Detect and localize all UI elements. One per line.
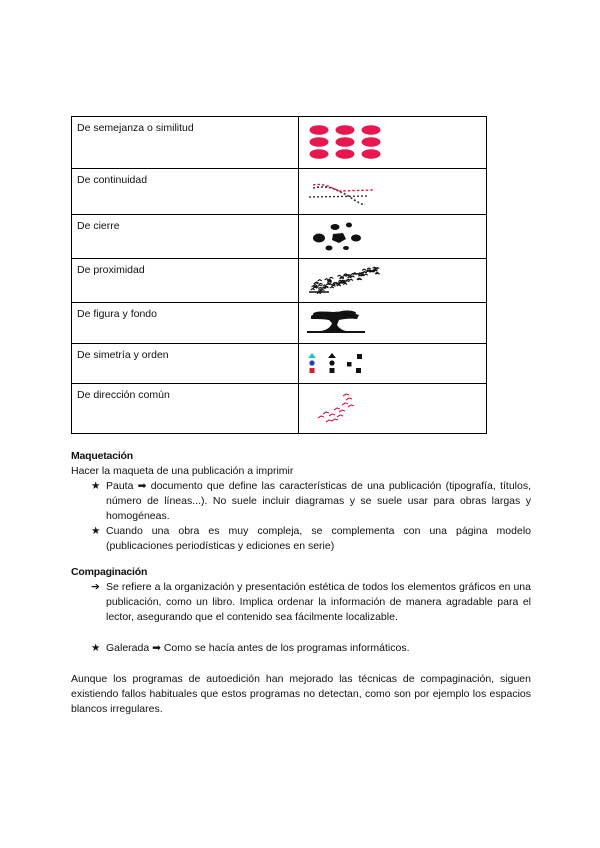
row-label: De dirección común <box>72 384 299 434</box>
list-item <box>71 524 531 554</box>
row-label: De cierre <box>72 215 299 259</box>
list-item <box>71 479 531 524</box>
table-row <box>72 344 487 384</box>
table-row <box>72 384 487 434</box>
continuity-lines-image <box>299 169 487 215</box>
star-bullet-icon: ★ <box>91 480 101 492</box>
list-item-text: Galerada ➡ Como se hacía antes de los programas informáticos. <box>106 642 410 654</box>
star-bullet-icon: ★ <box>91 525 101 537</box>
arrow-bullet-icon: ➔ <box>91 581 100 593</box>
table-row <box>72 215 487 259</box>
closure-shapes-image <box>299 215 487 259</box>
closing-paragraph: Aunque los programas de autoedición han mejorado las técnicas de compaginación, siguen existiendo fallos habituales que estos programas no detectan, como son por ejemplo los espacios blancos irregulares. <box>71 673 531 715</box>
list-item-text: Se refiere a la organización y presentación estética de todos los elementos gráficos en una publicación, como un libro. Implica ordenar la información de manera agradable para el lector, asegurando que el contenido sea fácilmente localizable. <box>106 581 531 623</box>
table-row <box>72 259 487 303</box>
symmetry-shapes-image <box>299 344 487 384</box>
table-row <box>72 303 487 344</box>
common-direction-birds-image <box>299 384 487 434</box>
table-row <box>72 117 487 169</box>
figure-ground-tree-image <box>299 303 487 344</box>
section-title: Compaginación <box>71 566 148 578</box>
list-item-text: Cuando una obra es muy compleja, se complementa con una página modelo (publicaciones periodísticas y ediciones en serie) <box>106 525 531 552</box>
maquetacion-section <box>71 449 531 554</box>
row-label: De figura y fondo <box>72 303 299 344</box>
section-intro: Hacer la maqueta de una publicación a imprimir <box>71 465 294 477</box>
proximity-birds-image <box>299 259 486 303</box>
table-row <box>72 169 487 215</box>
gestalt-laws-table <box>71 116 487 434</box>
row-label: De semejanza o similitud <box>72 117 299 169</box>
symmetry-shapes-image <box>299 344 486 384</box>
row-label: De proximidad <box>72 259 299 303</box>
section-title: Maquetación <box>71 450 133 462</box>
star-bullet-icon: ★ <box>91 642 101 654</box>
figure-ground-tree-image <box>299 303 486 344</box>
closure-shapes-image <box>299 215 486 259</box>
list-item <box>71 580 531 625</box>
common-direction-birds-image <box>299 384 486 434</box>
row-label: De continuidad <box>72 169 299 215</box>
row-label: De simetría y orden <box>72 344 299 384</box>
list-item-text: Pauta ➡ documento que define las características de una publicación (tipografía, títulos, número de líneas...). No suele incluir diagramas y se suele usar para obras largas y homogéneas. <box>106 480 531 522</box>
similarity-dots-image <box>299 117 487 169</box>
proximity-birds-image <box>299 259 487 303</box>
similarity-dots-image <box>299 117 486 169</box>
list-item <box>71 641 531 656</box>
continuity-lines-image <box>299 169 486 215</box>
compaginacion-section <box>71 565 531 717</box>
